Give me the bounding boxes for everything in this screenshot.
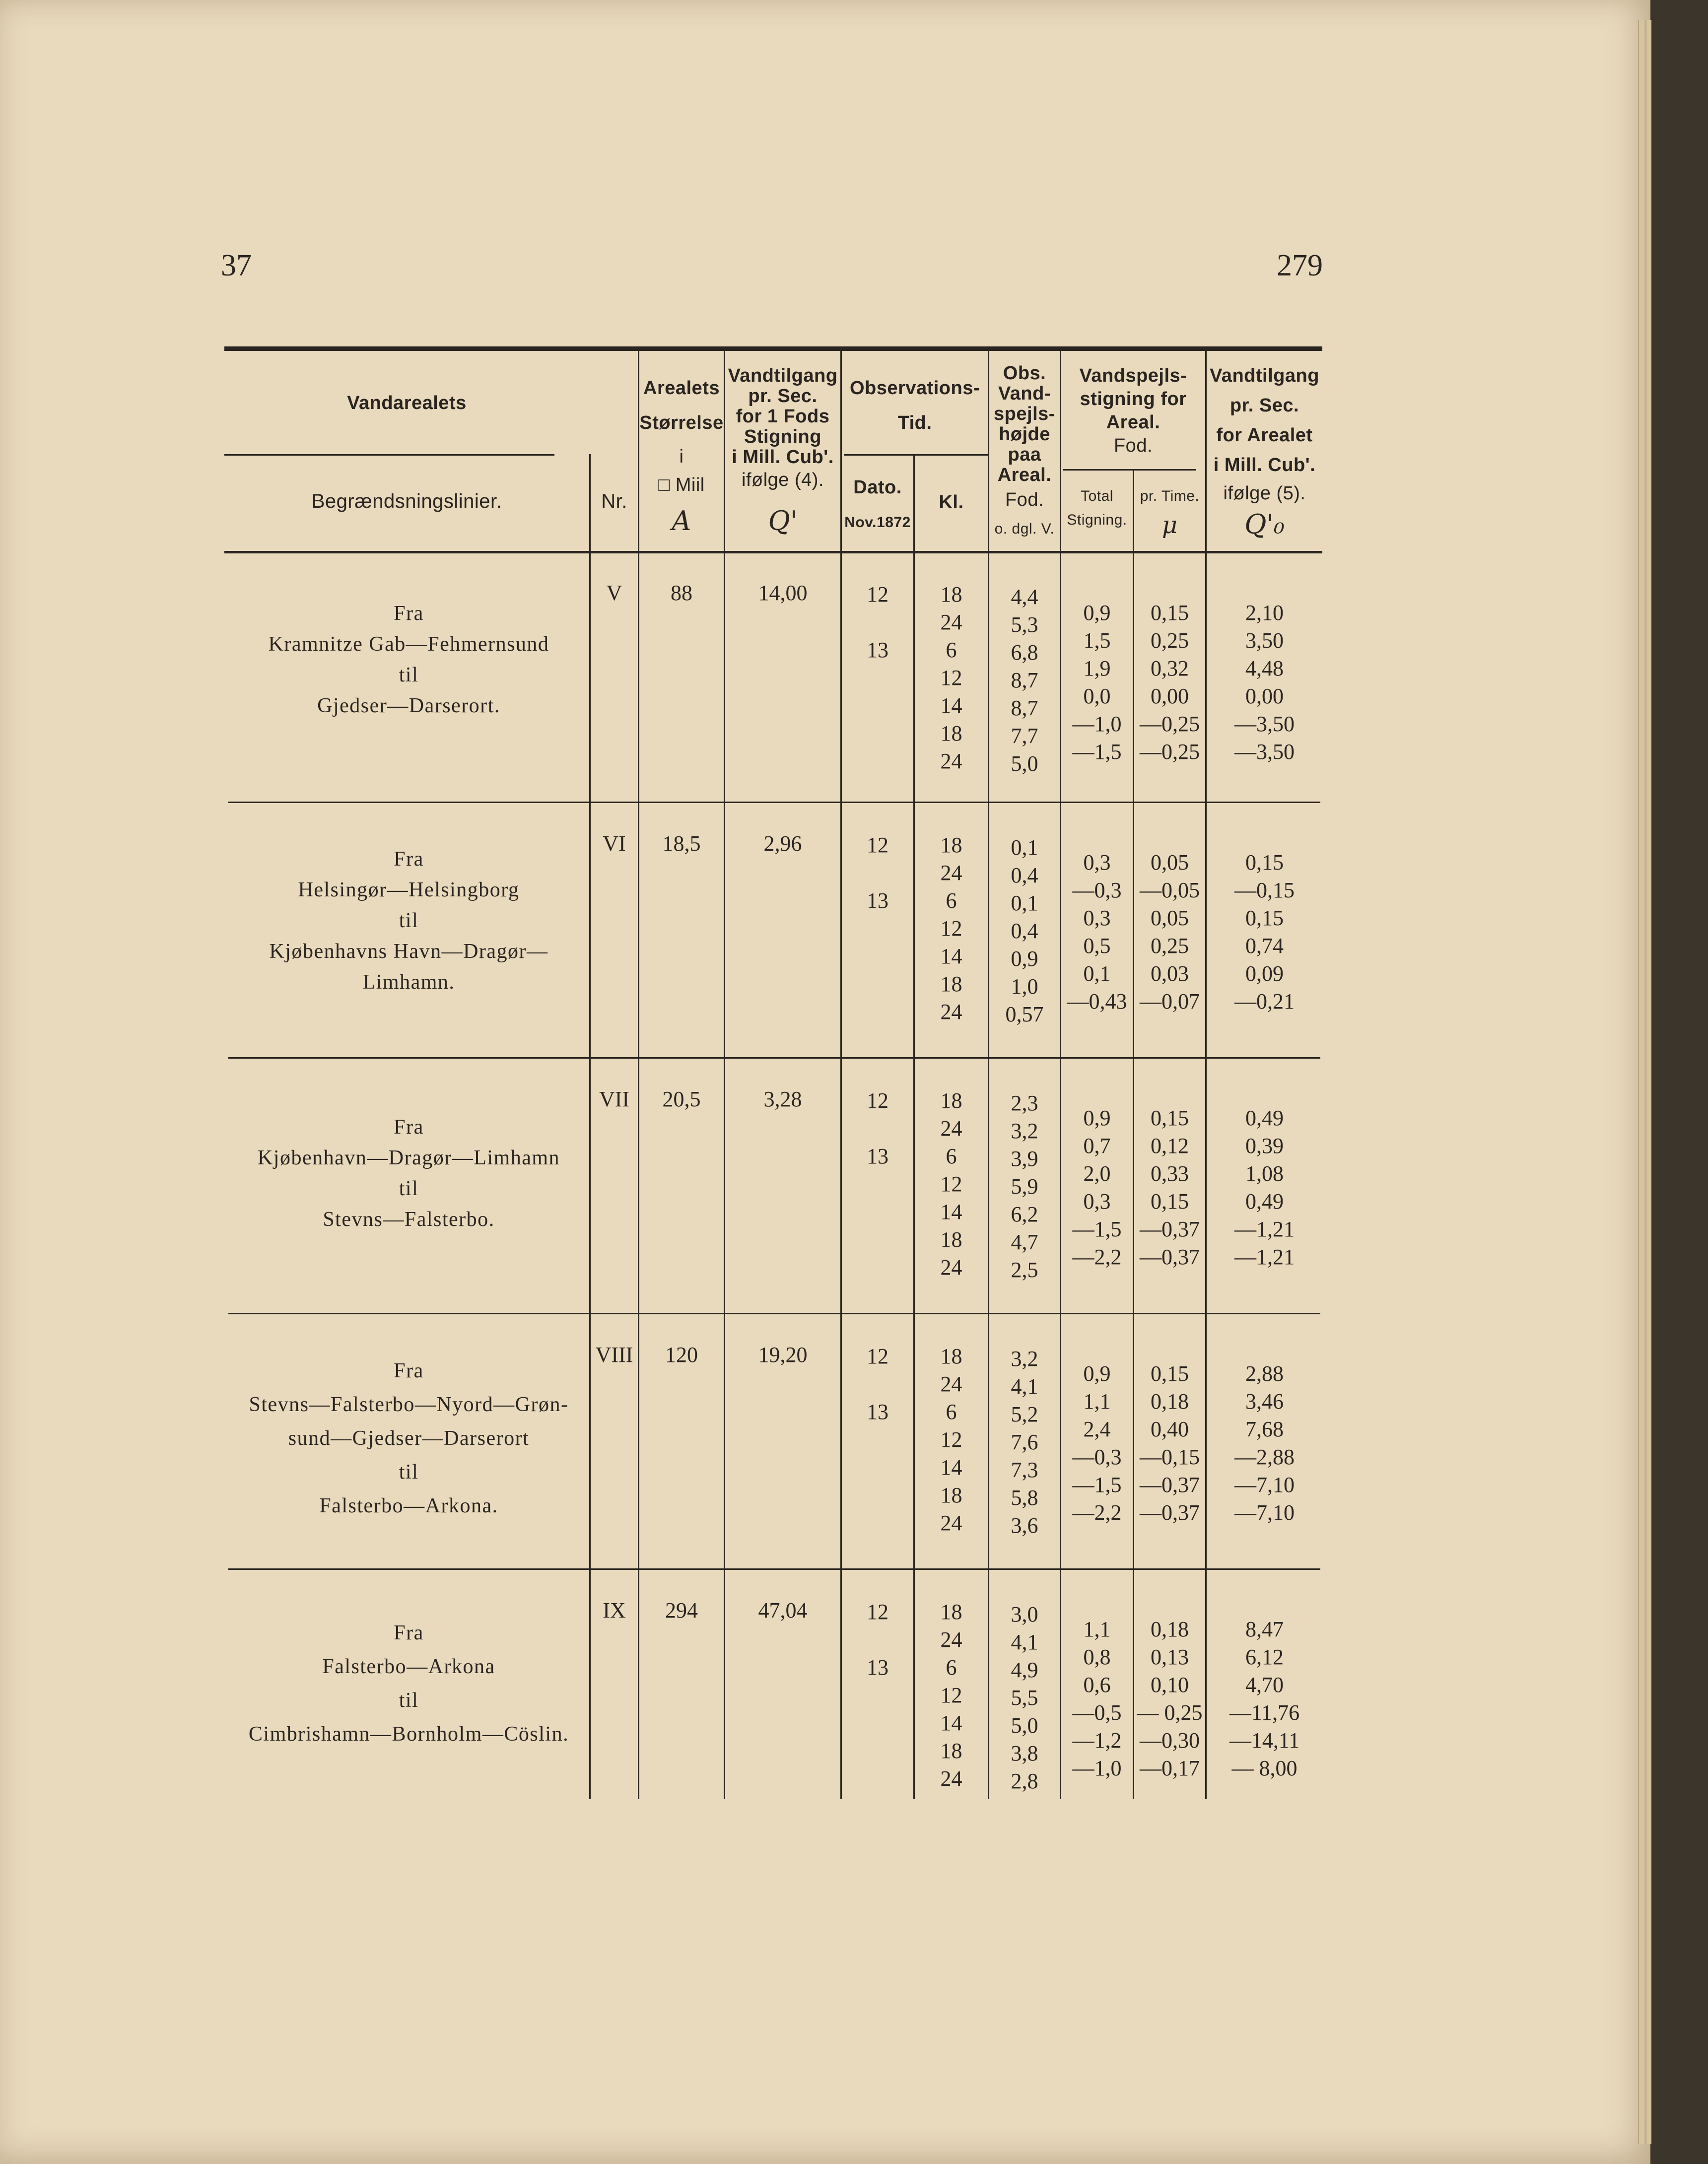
table-cell: 1,5 — [1083, 628, 1111, 653]
table-cell: 0,4 — [1011, 919, 1038, 943]
table-cell: 4,1 — [1011, 1374, 1038, 1399]
table-cell: — 0,25 — [1137, 1700, 1203, 1725]
per-hour-column — [1134, 1616, 1205, 1782]
table-cell: 3,2 — [1011, 1119, 1038, 1143]
table-cell: —0,15 — [1234, 878, 1295, 902]
section-nr: VI — [603, 831, 626, 856]
table-cell: 6,2 — [1011, 1202, 1038, 1226]
table-cell: —0,37 — [1140, 1500, 1200, 1525]
table-cell: 18 — [940, 1088, 962, 1113]
table-cell: Cimbrishamn—Bornholm—Cöslin. — [248, 1723, 569, 1746]
table-cell: 2,0 — [1083, 1161, 1111, 1186]
table-cell: 18 — [940, 1600, 962, 1624]
header-subrule — [224, 454, 554, 456]
section-label — [228, 1354, 589, 1523]
table-cell: —1,5 — [1072, 740, 1122, 764]
table-cell: 0,49 — [1245, 1106, 1284, 1130]
table-cell: 8,7 — [1011, 696, 1038, 720]
table-cell: til — [399, 664, 419, 686]
table-cell: 0,05 — [1151, 850, 1189, 875]
table-cell: 12 — [940, 1683, 962, 1707]
q-value: 19,20 — [758, 1343, 808, 1367]
table-cell: til — [399, 909, 419, 932]
table-top-rule — [224, 346, 1322, 351]
q-value: 47,04 — [758, 1598, 808, 1623]
table-cell: 4,7 — [1011, 1230, 1038, 1254]
table-cell: 1,9 — [1083, 656, 1111, 680]
table-cell: Falsterbo—Arkona. — [319, 1494, 498, 1517]
table-cell: 18 — [940, 1739, 962, 1763]
obs-column — [989, 834, 1060, 1028]
page-number-left: 37 — [221, 249, 252, 282]
table-cell: 0,3 — [1083, 850, 1111, 875]
table-cell: 0,15 — [1151, 1361, 1189, 1386]
table-cell: —7,10 — [1234, 1500, 1295, 1525]
table-cell: 0,5 — [1083, 934, 1111, 958]
obs-column — [989, 1089, 1060, 1284]
table-cell: Stevns—Falsterbo. — [323, 1208, 495, 1231]
table-cell: 0,1 — [1011, 835, 1038, 860]
table-cell: 0,7 — [1083, 1134, 1111, 1158]
table-cell: til — [399, 1461, 419, 1484]
date-cell: 13 — [867, 888, 888, 913]
table-cell: 0,8 — [1083, 1645, 1111, 1669]
header-nov1872: Nov.1872 — [844, 514, 911, 531]
table-cell: 3,6 — [1011, 1513, 1038, 1538]
table-cell: —2,88 — [1234, 1445, 1295, 1469]
table-cell: 0,57 — [1005, 1002, 1044, 1026]
section-separator — [228, 1313, 1320, 1314]
table-cell: —1,21 — [1234, 1217, 1295, 1241]
table-cell: 24 — [940, 1000, 962, 1024]
header-vandarealets: Vandarealets — [347, 393, 467, 413]
table-cell: 0,15 — [1151, 1106, 1189, 1130]
table-cell: 14 — [940, 1455, 962, 1480]
date-cell: 12 — [867, 1600, 888, 1624]
table-cell: 2,88 — [1245, 1361, 1284, 1386]
symbol-mu: μ — [1161, 511, 1178, 539]
table-cell: —0,37 — [1140, 1473, 1200, 1497]
table-cell: —0,30 — [1140, 1728, 1200, 1753]
table-cell: —0,25 — [1140, 740, 1200, 764]
area-value: 120 — [665, 1343, 698, 1367]
table-cell: 2,4 — [1083, 1417, 1111, 1441]
obs-column — [989, 1345, 1060, 1540]
table-cell: 7,6 — [1011, 1430, 1038, 1454]
section-separator — [228, 1568, 1320, 1570]
table-cell: 0,03 — [1151, 961, 1189, 986]
table-cell: 24 — [940, 1511, 962, 1535]
table-cell: 3,9 — [1011, 1147, 1038, 1171]
table-cell: 2,5 — [1011, 1258, 1038, 1282]
table-cell: Helsingør—Helsingborg — [298, 879, 520, 901]
table-cell: 0,00 — [1245, 684, 1284, 708]
per-hour-column — [1134, 849, 1205, 1015]
table-cell: til — [399, 1177, 419, 1200]
table-cell: til — [399, 1689, 419, 1712]
table-cell: 5,8 — [1011, 1486, 1038, 1510]
table-cell: 18 — [940, 972, 962, 996]
table-cell: 18 — [940, 1483, 962, 1507]
section-label — [228, 1616, 589, 1751]
table-cell: 0,9 — [1011, 947, 1038, 971]
table-cell: 5,5 — [1011, 1686, 1038, 1710]
table-cell: 6 — [946, 1400, 957, 1424]
table-cell: 18 — [940, 1227, 962, 1252]
kl-column — [915, 1598, 988, 1793]
table-cell: 18 — [940, 833, 962, 857]
table-cell: 0,15 — [1245, 850, 1284, 875]
table-cell: 0,49 — [1245, 1189, 1284, 1214]
table-cell: 7,68 — [1245, 1417, 1284, 1441]
table-cell: 6 — [946, 1655, 957, 1680]
table-cell: 24 — [940, 1372, 962, 1396]
area-value: 294 — [665, 1598, 698, 1623]
table-cell: 0,00 — [1151, 684, 1189, 708]
section-nr: VII — [599, 1087, 630, 1111]
table-cell: —1,2 — [1072, 1728, 1122, 1753]
table-cell: —1,21 — [1234, 1245, 1295, 1269]
table-cell: 0,15 — [1151, 1189, 1189, 1214]
area-value: 88 — [671, 581, 692, 605]
section-nr: V — [606, 581, 622, 605]
table-cell: Fra — [394, 848, 424, 871]
table-cell: 18 — [940, 582, 962, 607]
table-cell: 8,47 — [1245, 1617, 1284, 1641]
table-cell: 2,8 — [1011, 1769, 1038, 1793]
table-cell: 0,6 — [1083, 1673, 1111, 1697]
date-cell: 12 — [867, 1344, 888, 1368]
table-cell: 0,15 — [1151, 601, 1189, 625]
q0-column — [1207, 849, 1322, 1015]
q0-column — [1207, 1104, 1322, 1271]
section-nr: VIII — [595, 1343, 633, 1367]
table-cell: 0,13 — [1151, 1645, 1189, 1669]
table-cell: 6 — [946, 638, 957, 662]
book-page: 37 279 Vandarealets Begrændsningslinier. Nr. Arealets Størrelse i □ Miil A Vandtilgang pr. Sec. for 1 Fods Stigning i Mill. Cub'. ifølge (4). Q' Observations- Tid. Dato. Nov.1872 Kl. Obs. Vand- spejls- højde paa Areal. Fod. o. dgl. V. Vandspejls- stigning for Areal. Fod. Total Stigning. pr. Time. μ Vandtilgang pr. Sec. for Arealet i Mill. Cub'. ifølge (5). Q'₀ Fra Kramnitze Gab—Fehmernsund til Gjedser—Darserort. V 88 14,00 12 13 18 24 6 12 14 18 24 4,4 5,3 6,8 8,7 8,7 7,7 5,0 0,9 1,5 1,9 0,0 —1,0 —1,5 0,15 0,25 0,32 0,00 —0,25 —0,25 2,10 3,50 4,48 0,00 —3,50 —3,50 Fra Helsingør—Helsingborg til Kjøbenhavns Havn—Dragør— Limhamn. VI 18,5 2,96 12 13 18 24 6 12 14 18 24 0,1 0,4 0,1 0,4 0,9 1,0 0,57 0,3 —0,3 0,3 0,5 0,1 —0,43 0,05 —0,05 0,05 0,25 0,03 —0,07 0,15 —0,15 0,15 0,74 0,09 —0,21 Fra Kjøbenhavn—Dragør—Limhamn til Stevns—Falsterbo. VII 20,5 3,28 12 13 18 24 6 12 14 18 24 2,3 3,2 3,9 5,9 6,2 4,7 2,5 0,9 0,7 2,0 0,3 —1,5 —2,2 0,15 0,12 0,33 0,15 —0,37 —0,37 0,49 0,39 1,08 0,49 —1,21 —1,21 Fra Stevns—Falsterbo—Nyord—Grøn- sund—Gjedser—Darserort til Falsterbo—Arkona. VIII 120 19,20 12 13 18 24 6 12 14 18 24 3,2 4,1 5,2 7,6 7,3 5,8 3,6 0,9 1,1 2,4 —0,3 —1,5 —2,2 0,15 0,18 0,40 —0,15 —0,37 —0,37 2,88 3,46 7,68 —2,88 —7,10 —7,10 Fra Falsterbo—Arkona til Cimbrishamn—Bornholm—Cöslin. IX 294 47,04 12 13 18 24 6 12 14 18 24 3,0 4,1 4,9 5,5 5,0 3,8 2,8 1,1 0,8 0,6 —0,5 —1,2 —1,0 0,18 0,13 0,10 — 0,25 —0,30 —0,17 8,47 6,12 4,70 —11,76 —14,11 — 8,00 — [0, 0, 1650, 2164]
header-nr: Nr. — [601, 490, 627, 512]
table-cell: 0,0 — [1083, 684, 1111, 708]
table-cell: 0,1 — [1083, 961, 1111, 986]
table-cell: —0,17 — [1140, 1756, 1200, 1780]
table-cell: —0,37 — [1140, 1245, 1200, 1269]
table-cell: 14 — [940, 1200, 962, 1224]
kl-column — [915, 831, 988, 1026]
table-cell: —1,5 — [1072, 1217, 1122, 1241]
q0-column — [1207, 599, 1322, 766]
table-cell: 0,12 — [1151, 1134, 1189, 1158]
table-cell: sund—Gjedser—Darserort — [288, 1427, 530, 1450]
table-cell: 0,9 — [1083, 601, 1111, 625]
table-cell: 12 — [940, 1172, 962, 1196]
table-cell: 6,8 — [1011, 640, 1038, 665]
table-cell: 6 — [946, 888, 957, 913]
table-cell: 1,0 — [1011, 974, 1038, 999]
table-cell: 3,8 — [1011, 1741, 1038, 1765]
total-column — [1061, 849, 1133, 1015]
per-hour-column — [1134, 1104, 1205, 1271]
table-cell: 24 — [940, 861, 962, 885]
header-total: Total — [1081, 488, 1113, 504]
total-column — [1061, 1616, 1133, 1782]
table-cell: 0,40 — [1151, 1417, 1189, 1441]
table-cell: —1,5 — [1072, 1473, 1122, 1497]
table-cell: 0,09 — [1245, 961, 1284, 986]
table-cell: —3,50 — [1234, 712, 1295, 736]
table-cell: —0,37 — [1140, 1217, 1200, 1241]
table-cell: Falsterbo—Arkona — [322, 1655, 495, 1678]
table-cell: —0,3 — [1072, 1445, 1122, 1469]
symbol-A: A — [672, 505, 691, 537]
area-value: 20,5 — [662, 1087, 701, 1111]
table-cell: 24 — [940, 1627, 962, 1652]
section-label — [228, 598, 589, 721]
table-cell: 0,15 — [1245, 906, 1284, 930]
table-cell: Fra — [394, 1622, 424, 1644]
page-number-right: 279 — [1277, 249, 1323, 282]
table-cell: 0,33 — [1151, 1161, 1189, 1186]
table-cell: —0,07 — [1140, 989, 1200, 1014]
per-hour-column — [1134, 599, 1205, 766]
kl-column — [915, 1343, 988, 1537]
symbol-Q0: Q'₀ — [1244, 509, 1285, 540]
table-cell: 3,0 — [1011, 1602, 1038, 1626]
table-cell: 0,32 — [1151, 656, 1189, 680]
table-cell: — 8,00 — [1231, 1756, 1298, 1780]
table-cell: 24 — [940, 749, 962, 773]
header-dato: Dato. — [853, 477, 902, 498]
table-cell: 5,0 — [1011, 1713, 1038, 1738]
header-begraensningslinier: Begrændsningslinier. — [311, 490, 502, 512]
table-cell: 24 — [940, 1116, 962, 1141]
header-subrule — [844, 454, 988, 456]
date-cell: 12 — [867, 833, 888, 857]
page-edge — [1645, 20, 1651, 2144]
table-cell: —7,10 — [1234, 1473, 1295, 1497]
table-cell: 0,4 — [1011, 863, 1038, 887]
table-cell: —0,05 — [1140, 878, 1200, 902]
table-cell: 24 — [940, 1766, 962, 1791]
q-value: 3,28 — [763, 1087, 802, 1111]
table-cell: Limhamn. — [362, 971, 455, 994]
table-cell: 0,3 — [1083, 1189, 1111, 1214]
section-nr: IX — [603, 1598, 626, 1623]
table-cell: 6 — [946, 1144, 957, 1168]
table-cell: Stevns—Falsterbo—Nyord—Grøn- — [249, 1393, 569, 1416]
header-kl: Kl. — [939, 492, 964, 513]
table-cell: —0,15 — [1140, 1445, 1200, 1469]
kl-column — [915, 581, 988, 775]
table-cell: 4,48 — [1245, 656, 1284, 680]
header-bottom-rule — [224, 551, 1322, 553]
total-column — [1061, 1104, 1133, 1271]
table-cell: 0,9 — [1083, 1106, 1111, 1130]
date-cell: 13 — [867, 1655, 888, 1680]
table-cell: Fra — [394, 1116, 424, 1139]
table-cell: 2,10 — [1245, 601, 1284, 625]
section-separator — [228, 1057, 1320, 1059]
table-cell: 8,7 — [1011, 668, 1038, 692]
q-value: 14,00 — [758, 581, 808, 605]
header-stigning: Stigning. — [1067, 512, 1127, 528]
table-cell: 12 — [940, 666, 962, 690]
table-cell: Kjøbenhavn—Dragør—Limhamn — [257, 1147, 560, 1169]
table-cell: 0,39 — [1245, 1134, 1284, 1158]
table-cell: —11,76 — [1229, 1700, 1300, 1725]
table-cell: 3,50 — [1245, 628, 1284, 653]
q0-column — [1207, 1360, 1322, 1527]
table-cell: 7,3 — [1011, 1458, 1038, 1482]
table-cell: —2,2 — [1072, 1500, 1122, 1525]
table-cell: 1,1 — [1083, 1617, 1111, 1641]
table-cell: 24 — [940, 610, 962, 634]
obs-column — [989, 583, 1060, 778]
table-cell: 0,25 — [1151, 934, 1189, 958]
table-cell: —1,0 — [1072, 1756, 1122, 1780]
table-cell: 0,9 — [1083, 1361, 1111, 1386]
table-cell: —0,5 — [1072, 1700, 1122, 1725]
table-cell: 0,10 — [1151, 1673, 1189, 1697]
table-cell: 18 — [940, 721, 962, 745]
table-cell: 5,3 — [1011, 612, 1038, 637]
table-cell: Kramnitze Gab—Fehmernsund — [268, 633, 549, 656]
section-separator — [228, 802, 1320, 803]
table-cell: 0,25 — [1151, 628, 1189, 653]
date-cell: 12 — [867, 1088, 888, 1113]
header-pr-time: pr. Time. — [1140, 488, 1200, 504]
table-cell: 0,05 — [1151, 906, 1189, 930]
table-cell: 12 — [940, 1427, 962, 1452]
page-edge — [1638, 20, 1644, 2144]
table-cell: 2,3 — [1011, 1091, 1038, 1115]
symbol-Q-prime: Q' — [768, 505, 798, 537]
area-value: 18,5 — [662, 831, 701, 856]
table-cell: —0,25 — [1140, 712, 1200, 736]
table-cell: 3,46 — [1245, 1389, 1284, 1414]
table-cell: —0,3 — [1072, 878, 1122, 902]
table-cell: 6,12 — [1245, 1645, 1284, 1669]
table-cell: 4,4 — [1011, 585, 1038, 609]
table-cell: Kjøbenhavns Havn—Dragør— — [269, 940, 548, 963]
table-cell: 14 — [940, 944, 962, 968]
table-cell: 4,1 — [1011, 1630, 1038, 1654]
total-column — [1061, 599, 1133, 766]
table-cell: 0,18 — [1151, 1389, 1189, 1414]
table-cell: —1,0 — [1072, 712, 1122, 736]
table-cell: 7,7 — [1011, 724, 1038, 748]
table-cell: 14 — [940, 693, 962, 718]
table-cell: 0,74 — [1245, 934, 1284, 958]
date-cell: 12 — [867, 582, 888, 607]
table-cell: 5,9 — [1011, 1174, 1038, 1199]
table-cell: 14 — [940, 1711, 962, 1735]
q0-column — [1207, 1616, 1322, 1782]
table-cell: 4,9 — [1011, 1658, 1038, 1682]
table-cell: 0,1 — [1011, 891, 1038, 915]
table-cell: —3,50 — [1234, 740, 1295, 764]
q-value: 2,96 — [763, 831, 802, 856]
table-cell: 0,3 — [1083, 906, 1111, 930]
section-label — [228, 844, 589, 998]
per-hour-column — [1134, 1360, 1205, 1527]
table-cell: Fra — [394, 602, 424, 625]
table-cell: —0,21 — [1234, 989, 1295, 1014]
table-cell: 1,08 — [1245, 1161, 1284, 1186]
table-cell: 18 — [940, 1344, 962, 1368]
table-cell: 0,18 — [1151, 1617, 1189, 1641]
table-cell: 3,2 — [1011, 1347, 1038, 1371]
table-cell: —0,43 — [1067, 989, 1127, 1014]
kl-column — [915, 1087, 988, 1282]
table-cell: 5,0 — [1011, 751, 1038, 776]
obs-column — [989, 1601, 1060, 1795]
section-label — [228, 1112, 589, 1235]
table-cell: 12 — [940, 916, 962, 941]
header-subrule — [1063, 469, 1196, 471]
total-column — [1061, 1360, 1133, 1527]
table-cell: 1,1 — [1083, 1389, 1111, 1414]
table-cell: 24 — [940, 1255, 962, 1280]
table-cell: 4,70 — [1245, 1673, 1284, 1697]
date-cell: 13 — [867, 638, 888, 662]
date-cell: 13 — [867, 1400, 888, 1424]
table-cell: 5,2 — [1011, 1402, 1038, 1426]
table-cell: —14,11 — [1229, 1728, 1300, 1753]
table-cell: Fra — [394, 1359, 424, 1382]
table-cell: —2,2 — [1072, 1245, 1122, 1269]
table-cell: Gjedser—Darserort. — [317, 694, 500, 717]
date-cell: 13 — [867, 1144, 888, 1168]
